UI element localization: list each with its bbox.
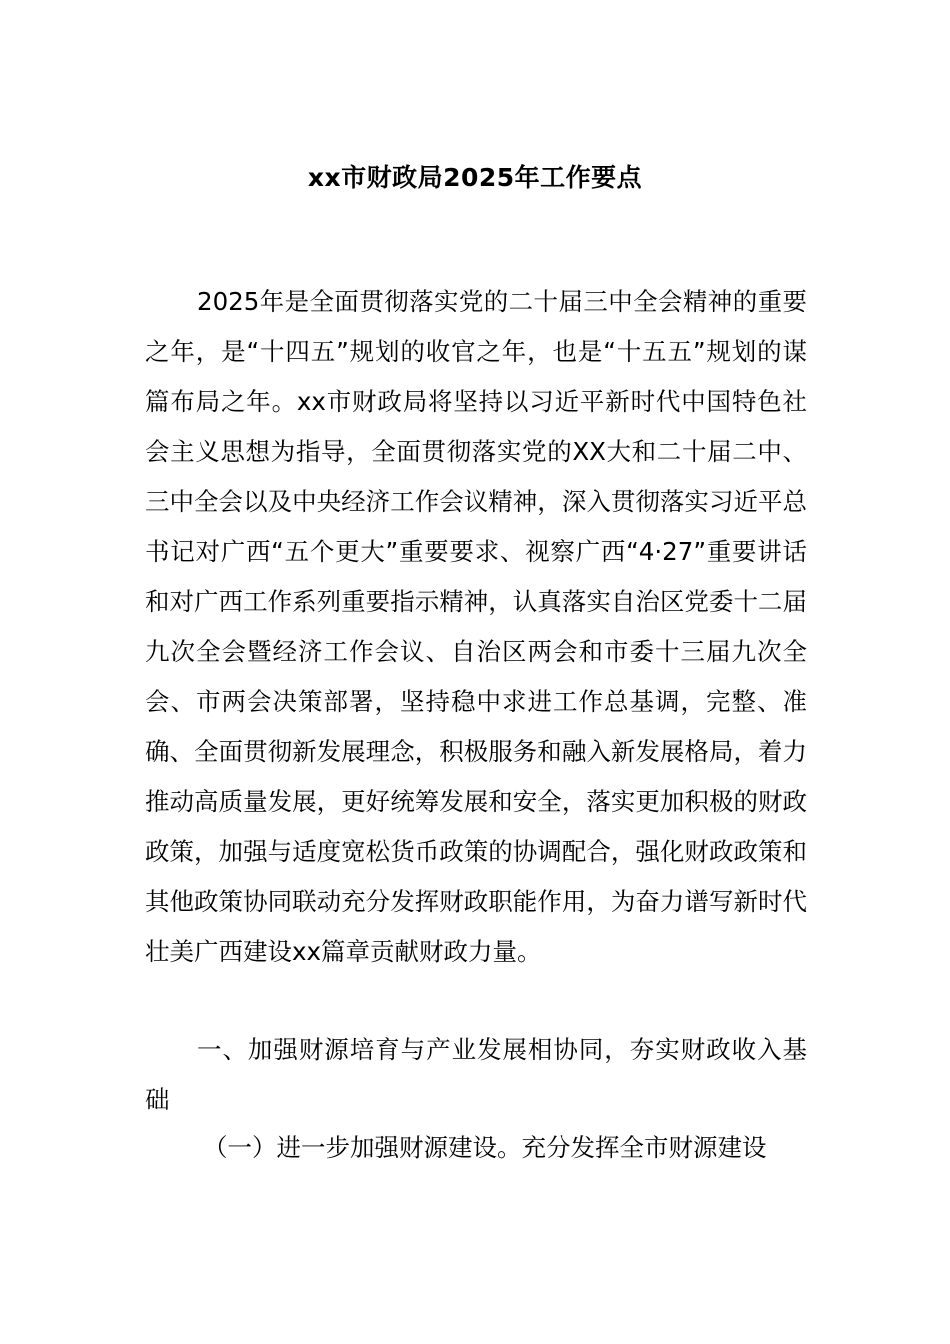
subsection-line: （一）进一步加强财源建设。充分发挥全市财源建设 <box>203 1133 767 1162</box>
section-heading: 一、加强财源培育与产业发展相协同，夯实财政收入基础 <box>145 1035 807 1114</box>
intro-paragraph: 2025年是全面贯彻落实党的二十届三中全会精神的重要之年，是“十四五”规划的收官之年，也是“十五五”规划的谋篇布局之年。xx市财政局将坚持以习近平新时代中国特色社会主义思想为指导，全面贯彻落实党的XX大和二十届二中、三中全会以及中央经济工作会议精神，深入贯彻落实习近平总书记对广西“五个更大”重要要求、视察广西“4·27”重要讲话和对广西工作系列重要指示精神，认真落实自治区党委十二届九次全会暨经济工作会议、自治区两会和市委十三届九次全会、市两会决策部署，坚持稳中求进工作总基调，完整、准确、全面贯彻新发展理念，积极服务和融入新发展格局，着力推动高质量发展，更好统筹发展和安全，落实更加积极的财政政策，加强与适度宽松货币政策的协调配合，强化财政政策和其他政策协同联动充分发挥财政职能作用，为奋力谱写新时代壮美广西建设xx篇章贡献财政力量。 <box>145 287 807 966</box>
document-title: xx市财政局2025年工作要点 <box>307 163 643 192</box>
